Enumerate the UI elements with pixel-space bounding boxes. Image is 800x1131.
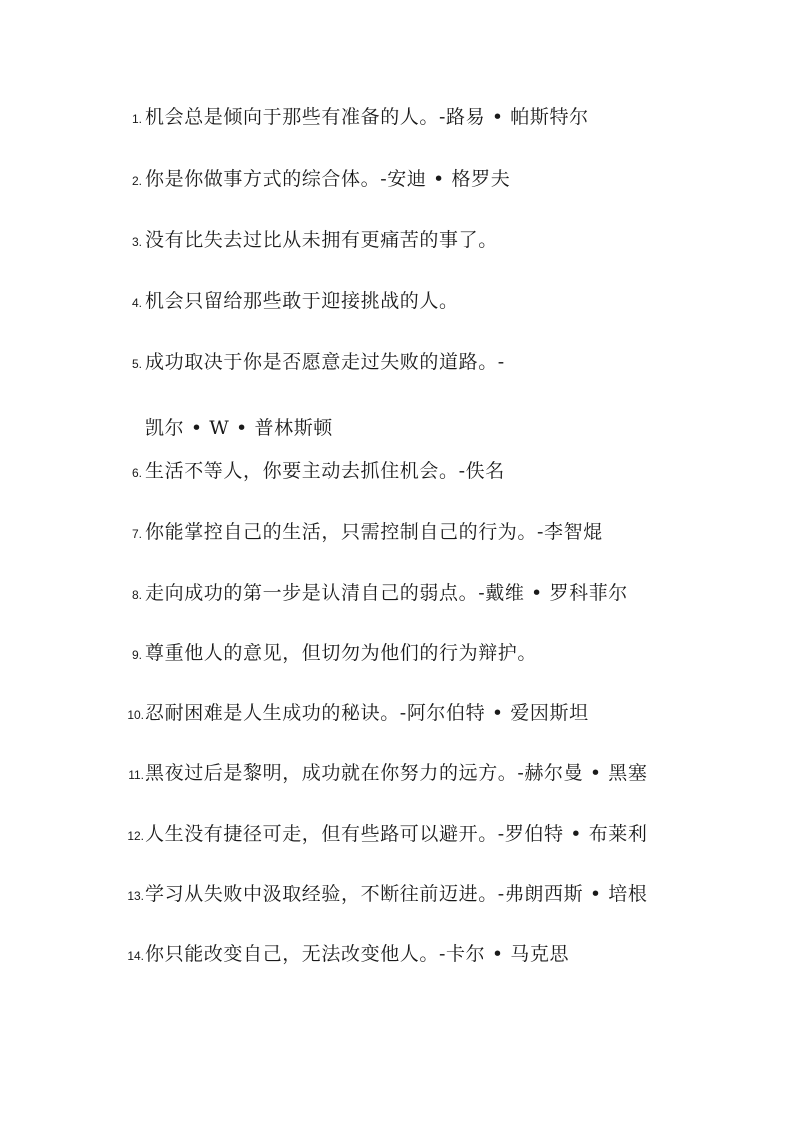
item-number: 11. [128,768,144,782]
item-number: 4. [131,296,142,310]
item-number: 6. [131,466,142,480]
quote-text: 你只能改变自己，无法改变他人。-卡尔 • 马克思 [145,943,570,965]
quote-text: 黑夜过后是黎明，成功就在你努力的远方。-赫尔曼 • 黑塞 [145,762,648,784]
quote-text: 机会只留给那些敢于迎接挑战的人。 [145,290,459,312]
quote-text: 没有比失去过比从未拥有更痛苦的事了。 [145,229,498,251]
item-number: 9. [131,648,142,662]
quote-text: 你能掌控自己的生活，只需控制自己的行为。-李智焜 [145,521,603,543]
item-number: 8. [131,588,142,602]
quote-text: 走向成功的第一步是认清自己的弱点。-戴维 • 罗科菲尔 [145,582,628,604]
quote-text: 生活不等人，你要主动去抓住机会。-佚名 [145,460,505,482]
item-number: 2. [131,174,142,188]
item-number: 5. [131,357,142,371]
quote-text: 尊重他人的意见，但切勿为他们的行为辩护。 [145,642,538,664]
quote-text: 人生没有捷径可走，但有些路可以避开。-罗伯特 • 布莱利 [145,823,648,845]
item-number: 1. [131,112,142,126]
quote-text: 机会总是倾向于那些有准备的人。-路易 • 帕斯特尔 [145,106,589,128]
quote-text-continuation: 凯尔 • W • 普林斯顿 [145,417,333,439]
quote-text: 你是你做事方式的综合体。-安迪 • 格罗夫 [145,168,511,190]
item-number: 14. [127,949,144,963]
quote-text: 忍耐困难是人生成功的秘诀。-阿尔伯特 • 爱因斯坦 [145,702,589,724]
item-number: 12. [127,829,144,843]
quote-text: 学习从失败中汲取经验，不断往前迈进。-弗朗西斯 • 培根 [145,883,648,905]
quote-text: 成功取决于你是否愿意走过失败的道路。- 凯尔 • W • 普林斯顿 [145,329,690,461]
item-number: 3. [131,235,142,249]
item-number: 10. [127,708,144,722]
item-number: 13. [127,889,144,903]
item-number: 7. [131,527,142,541]
